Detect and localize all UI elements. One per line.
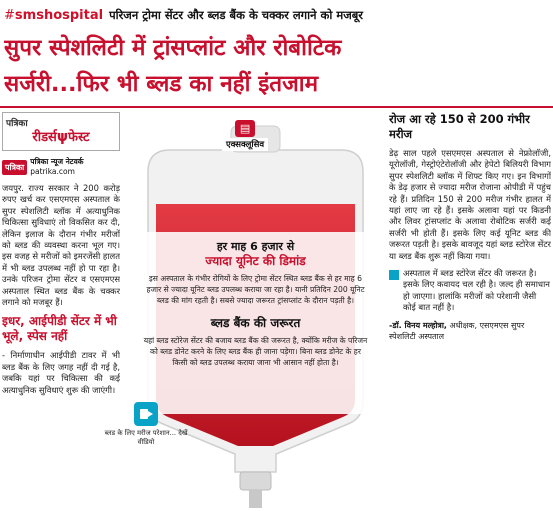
left-column	[2, 112, 120, 508]
bag-text-panel	[142, 240, 369, 368]
official-quote	[389, 268, 551, 314]
intro-paragraph: जयपुर. राज्य सरकार ने 200 करोड़ रुपए खर्च कर एसएमएस अस्पताल के सुपर स्पेशलिटी ब्लॉक में अत्याधुनिक चिकित्सा सुविधाएं तो विकसित कर दी, लेकिन इलाज के दौरान गंभीर मरीजों को ब्लड की व्यवस्था करना भूल गए। इस वजह से मरीजों को इमरजेंसी हालत में भी ब्लड उपलब्ध नहीं हो पा रहा है। उनके परिजन ट्रोमा सेंटर व एसएमएस अस्पताल स्थित ब्लड बैंक के चक्कर लगाने को मजबूर हैं।	[2, 183, 120, 308]
exclusive-label: एक्सक्लूसिव	[222, 138, 268, 151]
blood-bank-heading: ब्लड बैंक की जरूरत	[210, 316, 301, 330]
quote-attribution	[389, 320, 551, 342]
video-camera-icon[interactable]	[134, 402, 158, 426]
tagline	[4, 4, 549, 26]
blood-bank-paragraph: यहां ब्लड स्टोरेज सेंटर की बजाय ब्लड बैंक की जरूरत है, क्योंकि मरीज के परिजन को ब्लड डोनेट करने के लिए ब्लड बैंक ही जाना पड़ेगा। बिना ब्लड डोनेट के हर किसी को ब्लड उपलब्ध कराया जाना भी आसान नहीं होता है।	[143, 336, 368, 367]
logo-word-1: रीडर्स	[32, 130, 57, 145]
demand-subheading: ज्यादा यूनिट की डिमांड	[205, 254, 306, 268]
video-caption[interactable]: ब्लड के लिए मरीज परेशान... देखें वीडियो	[104, 429, 188, 446]
official-role: अधीक्षक, एसएमएस सुपर स्पेशलिटी अस्पताल	[389, 320, 525, 341]
ipd-subhead: इधर, आईपीडी सेंटर में भी भूले, स्पेस नहीं	[2, 314, 117, 344]
blood-bag-graphic	[128, 112, 383, 508]
logo-word-2: फेस्ट	[67, 130, 90, 145]
network-name: पत्रिका न्यूज नेटवर्क	[30, 157, 84, 166]
site-link[interactable]: patrika.com	[30, 167, 75, 176]
divider	[0, 106, 553, 108]
fork-icon: ψ	[56, 129, 68, 145]
patrika-badge: पत्रिका	[2, 160, 27, 175]
headline-line-1: सुपर स्पेशलिटी में ट्रांसप्लांट और रोबोटिक	[4, 35, 342, 61]
right-column	[389, 112, 551, 508]
patients-paragraph: डेढ़ साल पहले एसएमएस अस्पताल से नेफ्रोलॉजी, यूरोलॉजी, गेस्ट्रोएंटेरोलॉजी और हेपेटो बिलियरी विभाग सुपर स्पेशलिटी ब्लॉक में शिफ्ट किए गए। इन विभागों के डेढ़ हजार से ज्यादा मरीज रोजाना ओपीडी में पहुंच रहे हैं। प्रतिदिन 150 से 200 मरीज गंभीर हालत में यहां लाए जा रहे हैं। इसके अलावा यहां पर किडनी और लिवर ट्रांसप्लांट के अलावा रोबोटिक सर्जरी कई सर्जरी भी होती हैं। इसके लिए कई यूनिट ब्लड की जरूरत पड़ती है। इसके बावजूद यहां ब्लड स्टोरेज सेंटर या ब्लड बैंक शुरू नहीं किया गया।	[389, 148, 551, 261]
demand-heading: हर माह 6 हजार से	[216, 240, 295, 253]
headline	[4, 30, 549, 102]
newspaper-icon: ▤	[235, 120, 255, 137]
news-network-credit	[2, 157, 120, 177]
patients-heading: रोज आ रहे 150 से 200 गंभीर मरीज	[389, 112, 530, 141]
quote-marker-icon	[389, 270, 399, 280]
exclusive-badge	[222, 120, 268, 151]
story-intro	[2, 183, 120, 308]
headline-line-2: सर्जरी...फिर भी ब्लड का नहीं इंतजाम	[4, 71, 319, 97]
hashtag[interactable]: #smshospital	[4, 7, 104, 23]
tagline-text: परिजन ट्रोमा सेंटर और ब्लड बैंक के चक्कर लगाने को मजबूर	[109, 7, 364, 22]
readers-fest-logo	[2, 112, 120, 151]
ipd-paragraph: - निर्माणाधीन आईपीडी टावर में भी ब्लड बैंक के लिए जगह नहीं दी गई है, जबकि यहां पर चिकित्सा की कई अत्याधुनिक सुविधाएं शुरू की जाएंगी।	[2, 350, 120, 395]
demand-paragraph: इस अस्पताल के गंभीर रोगियों के लिए ट्रोमा सेंटर स्थित ब्लड बैंक से हर माह 6 हजार से ज्यादा यूनिट ब्लड उपलब्ध कराया जा रहा है। यानी प्रतिदिन 200 यूनिट ब्लड की मांग रहती है। सबसे ज्यादा जरूरत ट्रांसप्लांट के दौरान पड़ती है।	[146, 274, 365, 305]
official-name: -डॉ. विनय मल्होत्रा,	[389, 320, 447, 330]
logo-kicker: पत्रिका	[6, 119, 28, 129]
quote-text: अस्पताल में ब्लड स्टोरेज सेंटर की जरूरत है। इसके लिए कवायद चल रही है। जल्द ही समाधान हो जाएगा। हालांकि मरीजों को परेशानी जैसी कोई बात नहीं है।	[403, 268, 550, 313]
